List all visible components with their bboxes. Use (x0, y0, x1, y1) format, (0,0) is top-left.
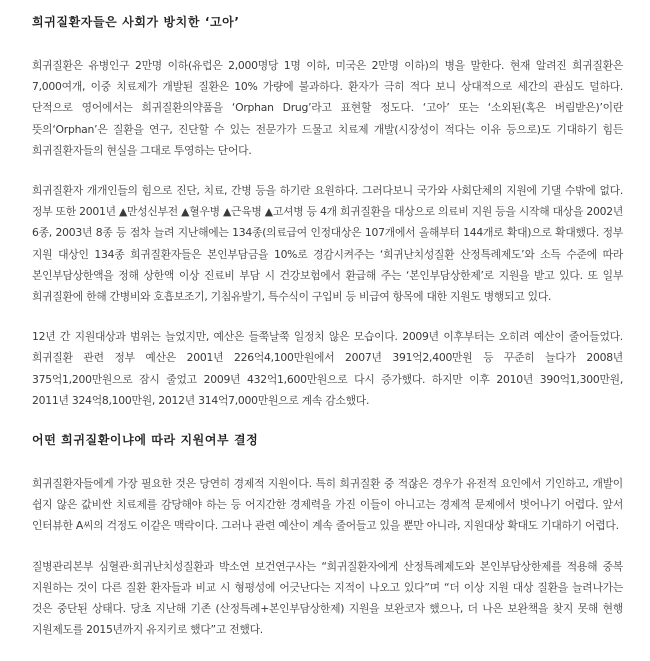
spacer (32, 411, 623, 430)
paragraph-3: 12년 간 지원대상과 범위는 늘었지만, 예산은 들쭉날쭉 일정치 않은 모습이다. 2009년 이후부터는 오히려 예산이 줄어들었다. 희귀질환 관련 정부 예산은 2001년 226억4,100만원에서 2007년 391억2,400만원 등 꾸준히 늘다가 2008년 375억1,200만원으로 잠시 줄었고 2009년 432억1,600만원으로 다시 증가했다. 하지만 이후 2010년 390억1,300만원, 2011년 324억8,100만원, 2012년 314억7,000만원으로 계속 감소했다. (32, 330, 623, 407)
paragraph-4: 희귀질환자들에게 가장 필요한 것은 당연히 경제적 지원이다. 특히 희귀질환 중 적잖은 경우가 유전적 요인에서 기인하고, 개발이 쉽지 않은 값비싼 치료제를 감당해야 하는 등 어지간한 경제력을 가진 이들이 아니고는 경제적 문제에서 벗어나기 어렵다. 앞서 인터뷰한 A씨의 걱정도 이같은 맥락이다. 그러나 관련 예산이 계속 줄어들고 있을 뿐만 아니라, 지원대상 확대도 기대하기 어렵다. (32, 477, 623, 533)
paragraph-5: 질병관리본부 심혈관·희귀난치성질환과 박소연 보건연구사는 “희귀질환자에게 산정특례제도와 본인부담상한제를 적용해 중복 지원하는 것이 다른 질환 환자들과 비교 시 형평성에 어긋난다는 지적이 나오고 있다”며 “더 이상 지원 대상 질환을 늘려나가는 것은 중단된 상태다. 당초 지난해 기존 (산정특례+본인부담상한제) 지원을 보완코자 했으나, 더 나은 보완책을 찾지 못해 현행 지원제도를 2015년까지 유지키로 했다”고 전했다. (32, 559, 624, 637)
spacer (32, 537, 623, 556)
spacer (32, 450, 623, 473)
paragraph-1: 희귀질환은 유병인구 2만명 이하(유럽은 2,000명당 1명 이하, 미국은 2만명 이하)의 병을 말한다. 현재 알려진 희귀질환은 7,000여개, 이중 치료제가 개발된 질환은 10% 가량에 불과하다. 환자가 극히 적다 보니 상대적으로 세간의 관심도 덜하다. 단적으로 영어에서는 희귀질환의약품을 ‘Orphan Drug’라고 표현할 정도다. ‘고아’ 또는 ‘소외된(혹은 버림받은)’이란 뜻의‘Orphan’은 질환을 연구, 진단할 수 있는 전문가가 드물고 치료제 개발(시장성이 적다는 이유 등으로)도 기대하기 힘든 희귀질환자들의 현실을 그대로 투영하는 단어다. (32, 59, 623, 157)
section-heading-2: 어떤 희귀질환이냐에 따라 지원여부 결정 (32, 433, 259, 448)
spacer (32, 32, 623, 55)
section-heading-1: 희귀질환자들은 사회가 방치한 ‘고아’ (32, 15, 240, 29)
paragraph-2: 희귀질환자 개개인들의 힘으로 진단, 치료, 간병 등을 하기란 요원하다. 그러다보니 국가와 사회단체의 지원에 기댈 수밖에 없다. 정부 또한 2001년 ▲만성신부전 ▲혈우병 ▲근육병 ▲고셔병 등 4개 희귀질환을 대상으로 의료비 지원 등을 시작해 대상을 2002년 6종, 2003년 8종 등 점차 늘려 지난해에는 134종(의료급여 인정대상은 107개에서 올해부터 144개로 확대)으로 확대했다. 정부 지원 대상인 134종 희귀질환자들은 본인부담금을 10%로 경감시켜주는 ‘희귀난치성질환 산정특례제도’와 소득 수준에 따라 본인부담상한액을 정해 상한액 이상 진료비 부담 시 건강보험에서 환급해 주는 ‘본인부담상한제’로 지원을 받고 있다. 또 일부 희귀질환에 한해 간병비와 호흡보조기, 기침유발기, 특수식이 구입비 등 비급여 항목에 대한 지원도 병행되고 있다. (32, 184, 623, 304)
spacer (32, 307, 623, 326)
spacer (32, 161, 623, 180)
